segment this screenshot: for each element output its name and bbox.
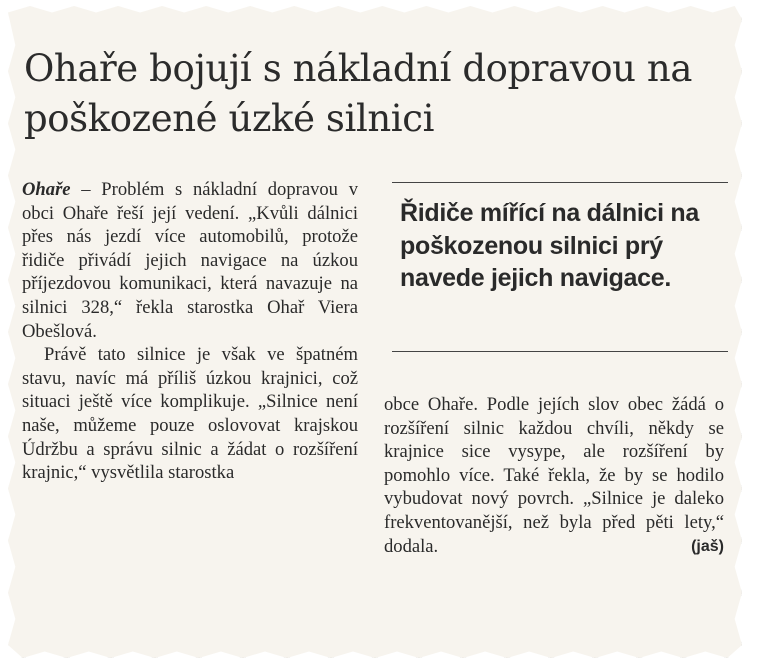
article-author: (jaš) xyxy=(691,537,724,555)
article-paragraph-2: Právě tato silnice je však ve špatném stavu, navíc má příliš úzkou krajnici, což situaci ještě více komplikuje. „Silnice není naše, můžeme pouze oslovovat krajskou Údržbu a správu silnic a žádat o rozšíření krajnic,“ vysvětlila starostka xyxy=(22,344,358,484)
pull-quote xyxy=(392,182,728,352)
article-column-right xyxy=(384,393,724,558)
article-paragraph-1-text: – Problém s nákladní dopravou v obci Ohaře řeší její vedení. „Kvůli dálnici přes nás jezdí více automobilů, protože řidiče přivádí jejich navigace na úzkou příjezdovou komunikaci, která navazuje na silnici 328,“ řekla starostka Ohař Viera Obešlová. xyxy=(22,179,358,342)
article-dateline: Ohaře xyxy=(22,179,71,200)
pull-quote-text: Řidiče mířící na dálnici na poškozenou silnici prý navede jejich navigace. xyxy=(400,199,699,292)
article-paragraph-1 xyxy=(22,178,358,343)
article-paragraph-3-text: obce Ohaře. Podle jejích slov obec žádá o rozšíření silnic každou chvíli, někdy se krajnice sice vysype, ale rozšíření by pomohlo více. Také řekla, že by se hodilo vybudovat nový povrch. „Silnice je daleko frekventovanější, než byla před pěti lety,“ dodala. xyxy=(384,394,724,557)
article-headline: Ohaře bojují s nákladní dopravou na poškozené úzké silnici xyxy=(24,47,693,140)
article-column-left xyxy=(22,178,358,485)
article-paragraph-3 xyxy=(384,393,724,558)
